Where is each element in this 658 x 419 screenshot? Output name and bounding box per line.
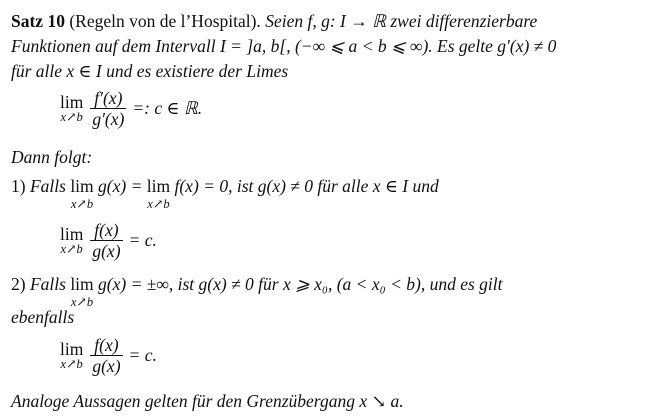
case-2-number: 2) [11, 274, 26, 294]
ebenfalls: ebenfalls [11, 307, 75, 327]
limit-operator: lim x↗b [70, 176, 94, 211]
formula-limit-quotient-2 [60, 335, 157, 376]
formula-limit-quotient-1 [60, 220, 157, 261]
formula-rest: =: c ∈ ℝ. [132, 98, 203, 118]
fraction: $\frac{f(x)}{g(x)}$ [92, 220, 121, 261]
formula-rest: = c. [128, 345, 157, 365]
formula-rest: = c. [128, 230, 157, 250]
case-1-line: 1) Falls lim x↗b g(x) = lim x↗b f(x) = 0, ist g(x) ≠ 0 für alle x ∈ I und [11, 176, 439, 211]
limit-operator: lim x↗b [60, 224, 84, 256]
fraction: $\frac{f(x)}{g(x)}$ [92, 335, 121, 376]
fraction: $\frac{f'(x)}{g'(x)}$ [92, 88, 125, 129]
case-1-falls: Falls [29, 176, 66, 196]
theorem-header-line [11, 10, 537, 32]
limit-operator: lim x↗b [60, 92, 84, 124]
limit-operator: lim x↗b [70, 274, 94, 309]
formula-limit-derivatives [60, 88, 202, 129]
theorem-line2: Funktionen auf dem Intervall I = ]a, b[, (−∞ ⩽ a < b ⩽ ∞). Es gelte g′(x) ≠ 0 [11, 36, 557, 56]
theorem-title: (Regeln von de l’Hospital). [69, 11, 261, 31]
case-2-line: 2) Falls lim x↗b g(x) = ±∞, ist g(x) ≠ 0 für x ⩾ x₀, (a < x₀ < b), und es gilt [11, 274, 503, 309]
theorem-line3: für alle x ∈ I und es existiere der Limes [11, 61, 289, 81]
case-2-falls: Falls [29, 274, 66, 294]
theorem-label: Satz 10 [11, 11, 65, 31]
case-1-number: 1) [11, 176, 26, 196]
limit-operator: lim x↗b [60, 339, 84, 371]
theorem-line1-rest: Seien f, g: I → ℝ zwei differenzierbare [265, 11, 538, 31]
dann-folgt: Dann folgt: [11, 147, 93, 167]
limit-operator: lim x↗b [146, 176, 171, 211]
closing-sentence: Analoge Aussagen gelten für den Grenzübergang x ↘ a. [11, 391, 404, 411]
